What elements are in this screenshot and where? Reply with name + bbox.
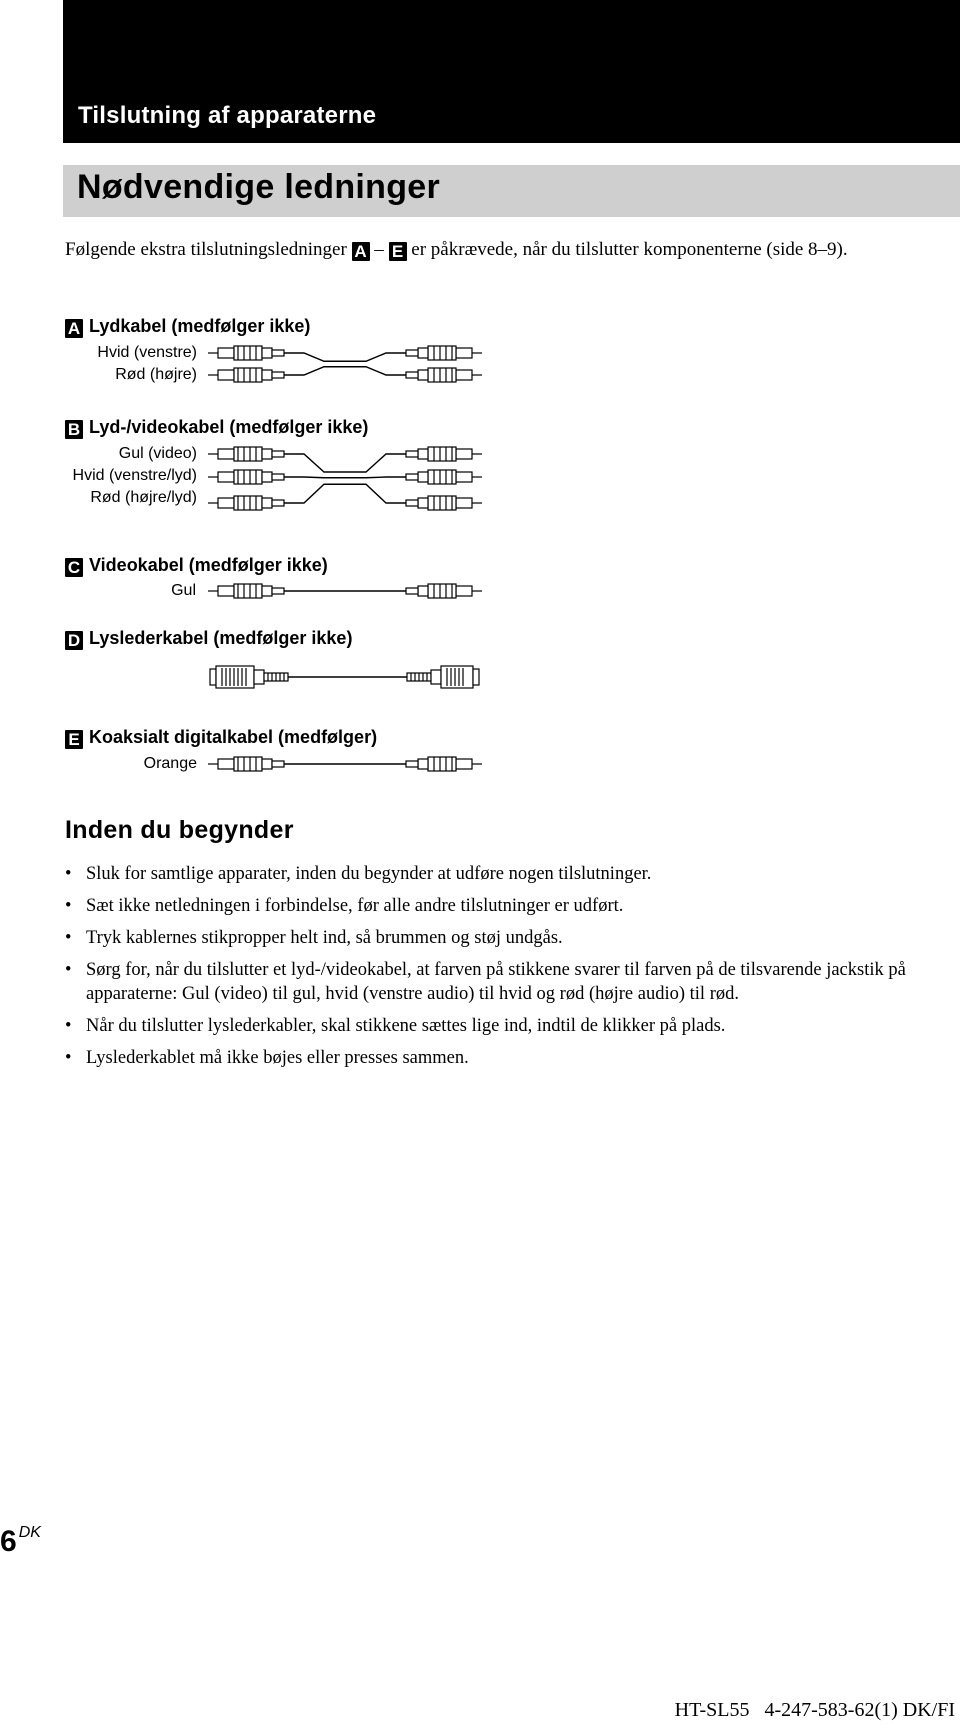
cable-c-badge: C xyxy=(65,558,83,577)
bullet-mark: • xyxy=(65,960,72,980)
plug-collar xyxy=(418,759,428,769)
bullet-mark: • xyxy=(65,1048,72,1068)
page-number xyxy=(0,1524,41,1559)
footer-code: 4-247-583-62(1) DK/FI xyxy=(764,1699,955,1721)
bullet-mark: • xyxy=(65,864,72,884)
list-item xyxy=(65,926,945,950)
cable-c-label-yellow: Gul xyxy=(171,582,196,599)
page-title: Nødvendige ledninger xyxy=(77,168,441,206)
cable-b-label-white: Hvid (venstre/lyd) xyxy=(72,467,197,484)
plug-boot xyxy=(406,761,418,767)
cable-d-title-text: Lyslederkabel (medfølger ikke) xyxy=(89,628,353,648)
bullet-mark: • xyxy=(65,928,72,948)
list-item xyxy=(65,894,945,918)
page-number-suffix: DK xyxy=(18,1524,41,1541)
cable-a-badge: A xyxy=(65,319,83,338)
list-item-text: Lyslederkablet må ikke bøjes eller presses sammen. xyxy=(86,1048,469,1068)
list-item xyxy=(65,958,945,1006)
cable-a-title-text: Lydkabel (medfølger ikke) xyxy=(89,316,311,336)
intro-dash: – xyxy=(374,239,384,260)
plug-collar xyxy=(262,759,272,769)
page-number-value: 6 xyxy=(0,1525,17,1558)
rca-plug-right xyxy=(406,757,482,771)
badge-e: E xyxy=(389,242,407,261)
cable-a-label-white: Hvid (venstre) xyxy=(97,344,197,361)
cable-e-badge: E xyxy=(65,730,83,749)
plug-boot xyxy=(272,761,284,767)
list-item-text: Når du tilslutter lyslederkabler, skal stikkene sættes lige ind, indtil de klikker på plads. xyxy=(86,1016,726,1036)
list-item xyxy=(65,1014,945,1038)
bullet-mark: • xyxy=(65,896,72,916)
cable-e-diagram xyxy=(0,0,960,790)
cable-a-label-red: Rød (højre) xyxy=(115,366,197,383)
intro-text-before: Følgende ekstra tilslutningsledninger xyxy=(65,239,347,260)
section-header-title: Tilslutning af apparaterne xyxy=(78,102,377,129)
list-item-text: Sæt ikke netledningen i forbindelse, før alle andre tilslutninger er udført. xyxy=(86,896,624,916)
list-item-text: Tryk kablernes stikpropper helt ind, så brummen og støj undgås. xyxy=(86,928,563,948)
plug-sleeve xyxy=(218,759,234,769)
cable-c-title-text: Videokabel (medfølger ikke) xyxy=(89,555,328,575)
badge-a: A xyxy=(352,242,370,261)
cable-b-title-text: Lyd-/videokabel (medfølger ikke) xyxy=(89,417,369,437)
rca-plug-left xyxy=(208,757,284,771)
cable-b-label-red: Rød (højre/lyd) xyxy=(90,489,197,506)
plug-sleeve xyxy=(456,759,472,769)
before-start-heading: Inden du begynder xyxy=(65,816,294,844)
list-item xyxy=(65,862,945,886)
cable-e-label-orange: Orange xyxy=(143,755,197,772)
cable-d-badge: D xyxy=(65,631,83,650)
footer-model: HT-SL55 xyxy=(674,1699,750,1721)
footer-model-code xyxy=(675,1699,960,1722)
bullet-mark: • xyxy=(65,1016,72,1036)
list-item xyxy=(65,1046,945,1070)
cable-e-title-text: Koaksialt digitalkabel (medfølger) xyxy=(89,727,378,747)
intro-text-after: er påkrævede, når du tilslutter komponenterne (side 8–9). xyxy=(411,239,848,260)
cable-b-badge: B xyxy=(65,420,83,439)
list-item-text: Sørg for, når du tilslutter et lyd-/videokabel, at farven på stikkene svarer til farven på de tilsvarende jackstik på apparaterne: Gul (video) til gul, hvid (venstre audio) til hvid og rød (højre audio) til rød. xyxy=(86,960,906,1004)
list-item-text: Sluk for samtlige apparater, inden du begynder at udføre nogen tilslutninger. xyxy=(86,864,652,884)
cable-b-label-yellow: Gul (video) xyxy=(118,445,197,462)
before-start-list xyxy=(65,862,945,1078)
